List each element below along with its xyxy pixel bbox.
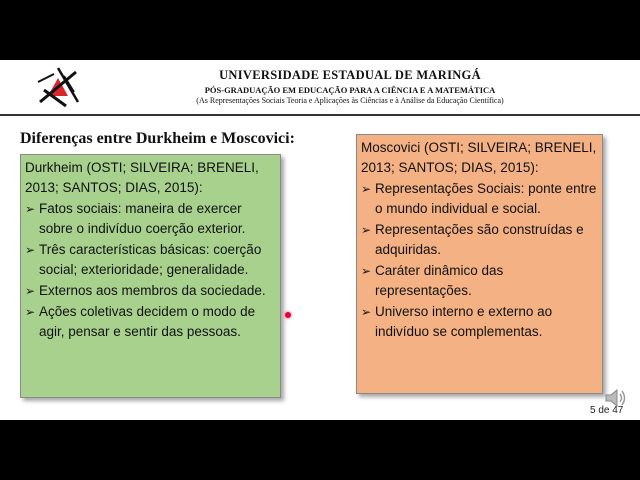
list-item	[361, 261, 598, 301]
bullet-text: Caráter dinâmico das representações.	[375, 263, 504, 298]
arrow-bullet-icon: ➢	[361, 305, 372, 319]
program-name: PÓS-GRADUAÇÃO EM EDUCAÇÃO PARA A CIÊNCIA E A MATEMÁTICA	[204, 85, 496, 95]
bullet-text: Fatos sociais: maneira de exercer sobre o indivíduo coerção exterior.	[39, 201, 246, 236]
durkheim-intro: Durkheim (OSTI; SILVEIRA; BRENELI, 2013; SANTOS; DIAS, 2015):	[25, 160, 259, 195]
slide-header	[0, 60, 640, 116]
page-indicator: 5 de 47	[590, 405, 624, 416]
list-item	[25, 302, 276, 342]
laser-pointer-icon	[285, 312, 291, 318]
list-item	[361, 220, 598, 260]
list-item	[361, 179, 598, 219]
bullet-text: Representações Sociais: ponte entre o mundo individual e social.	[375, 181, 597, 216]
list-item	[25, 240, 276, 280]
moscovici-box	[356, 134, 603, 394]
arrow-bullet-icon: ➢	[361, 264, 372, 278]
bullet-text: Externos aos membros da sociedade.	[39, 283, 266, 298]
durkheim-box	[20, 154, 281, 398]
arrow-bullet-icon: ➢	[25, 202, 36, 216]
bullet-text: Universo interno e externo ao indivíduo se complementas.	[375, 304, 553, 339]
bullet-text: Três características básicas: coerção social; exterioridade; generalidade.	[39, 242, 262, 277]
uem-logo-icon	[36, 66, 80, 110]
arrow-bullet-icon: ➢	[25, 243, 36, 257]
university-name: UNIVERSIDADE ESTADUAL DE MARINGÁ	[219, 68, 481, 82]
header-subtitle: (As Representações Sociais Teoria e Aplicações às Ciências e à Análise da Educação Científica)	[196, 96, 504, 105]
arrow-bullet-icon: ➢	[25, 305, 36, 319]
list-item	[361, 302, 598, 342]
bullet-text: Ações coletivas decidem o modo de agir, pensar e sentir das pessoas.	[39, 304, 256, 339]
bullet-text: Representações são construídas e adquiridas.	[375, 222, 584, 257]
header-divider	[0, 114, 640, 116]
presentation-slide	[0, 60, 640, 420]
moscovici-intro: Moscovici (OSTI; SILVEIRA; BRENELI, 2013; SANTOS; DIAS, 2015):	[361, 140, 597, 175]
slide-title: Diferenças entre Durkheim e Moscovici:	[20, 130, 295, 147]
moscovici-list	[361, 179, 598, 342]
list-item	[25, 199, 276, 239]
arrow-bullet-icon: ➢	[361, 182, 372, 196]
arrow-bullet-icon: ➢	[25, 284, 36, 298]
list-item	[25, 281, 276, 301]
arrow-bullet-icon: ➢	[361, 223, 372, 237]
durkheim-list	[25, 199, 276, 342]
header-text	[100, 68, 600, 105]
